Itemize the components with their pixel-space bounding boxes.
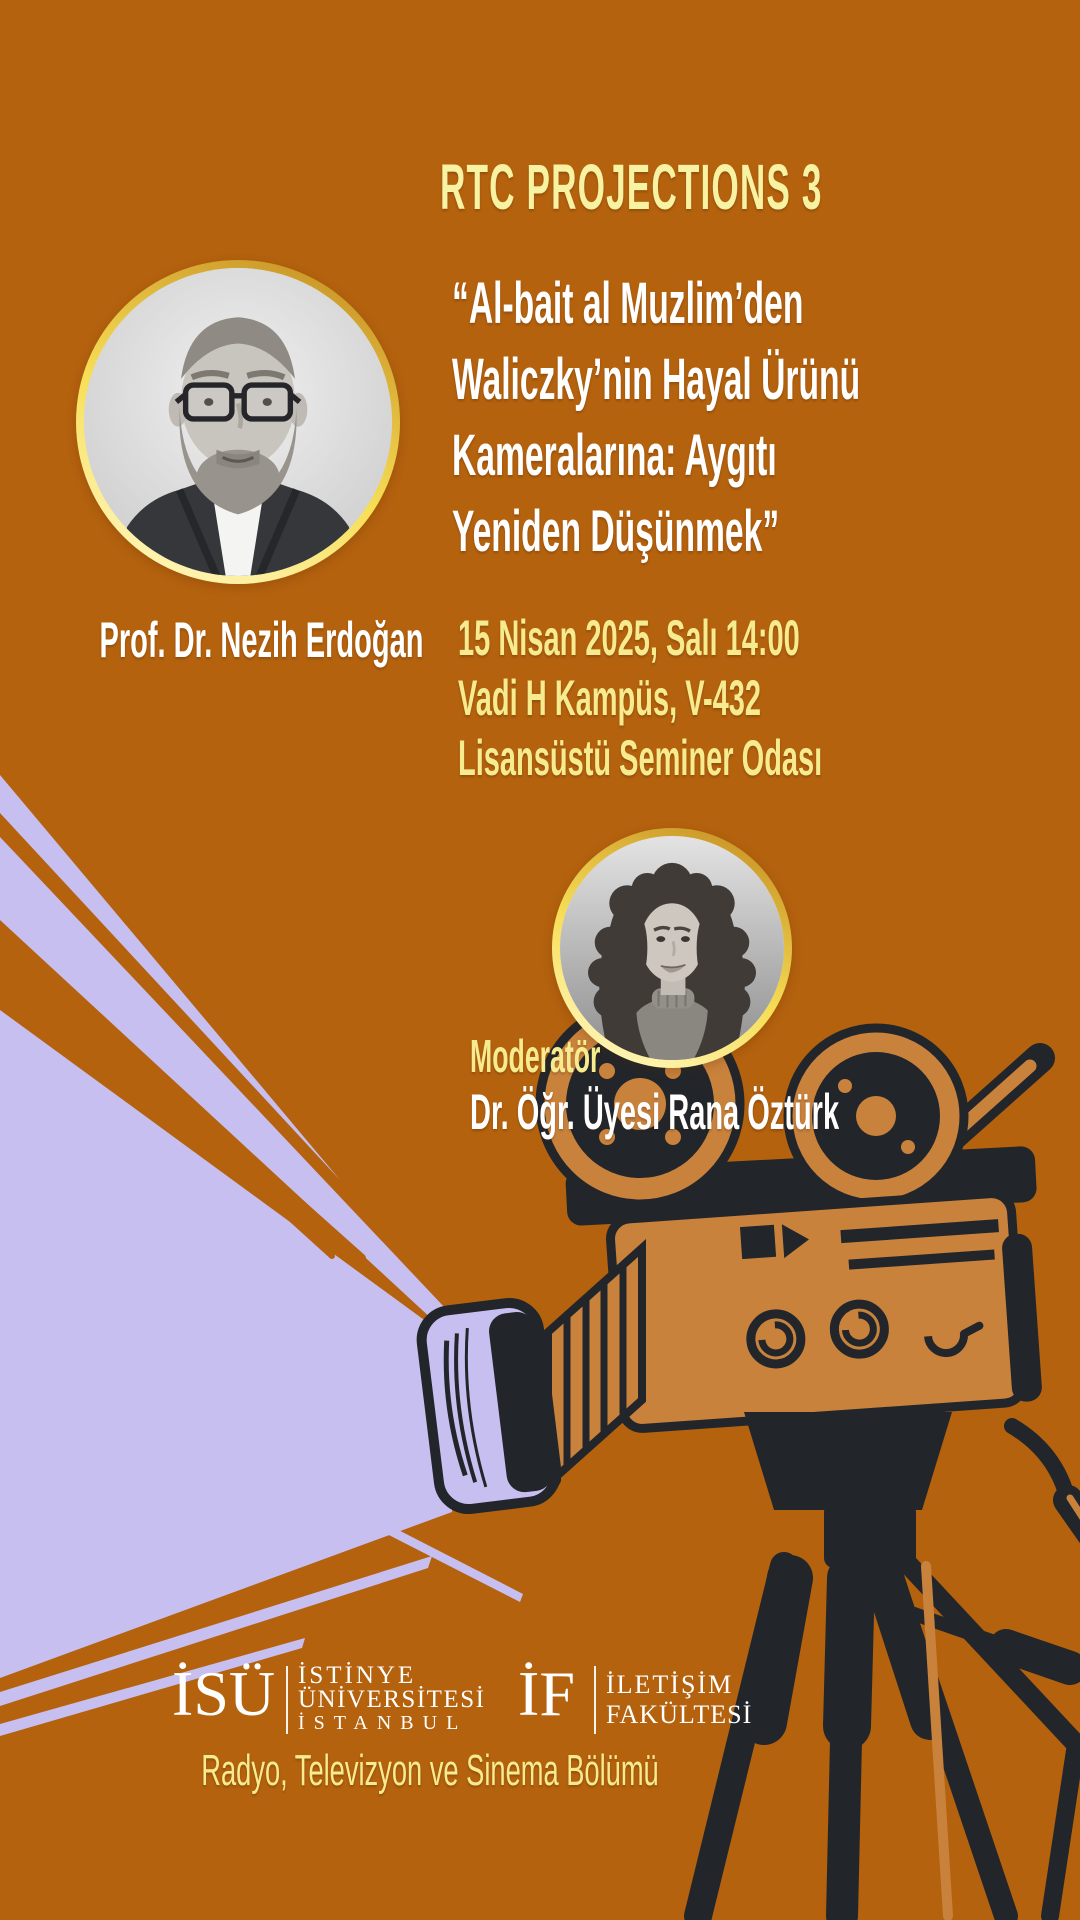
camera-lens xyxy=(418,1300,559,1513)
department-name: Radyo, Televizyon ve Sinema Bölümü xyxy=(201,1746,659,1795)
event-location: Vadi H Kampüs, V-432 xyxy=(458,670,762,726)
event-room: Lisansüstü Seminer Odası xyxy=(458,730,823,786)
if-logo-text xyxy=(606,1670,752,1730)
isu-name-line-3: İSTANBUL xyxy=(298,1712,468,1734)
talk-title-line-4: Yeniden Düşünmek” xyxy=(452,499,780,564)
isu-logo-divider xyxy=(286,1666,288,1734)
isu-logo xyxy=(172,1656,275,1732)
isu-name-line-1: İSTİNYE xyxy=(298,1662,417,1689)
if-abbr: İF xyxy=(518,1658,575,1729)
woman-portrait-illustration xyxy=(560,836,784,1060)
series-title: RTC PROJECTIONS 3 xyxy=(440,151,823,223)
speaker-name: Prof. Dr. Nezih Erdoğan xyxy=(99,612,424,668)
isu-logo-text xyxy=(298,1664,485,1735)
speaker-photo xyxy=(76,260,400,584)
event-datetime: 15 Nisan 2025, Salı 14:00 xyxy=(458,610,800,666)
if-name-line-1: İLETİŞİM xyxy=(606,1670,734,1699)
man-portrait-illustration xyxy=(84,268,392,576)
light-beam-shape xyxy=(0,775,523,1736)
event-info xyxy=(458,608,822,788)
isu-abbr: İSÜ xyxy=(172,1658,276,1729)
talk-title-line-1: “Al-bait al Muzlim’den xyxy=(452,271,804,336)
talk-title xyxy=(452,266,860,570)
isu-name-line-2: ÜNİVERSİTESİ xyxy=(298,1686,486,1713)
talk-title-line-2: Waliczky’nin Hayal Ürünü xyxy=(452,347,861,412)
moderator-name: Dr. Öğr. Üyesi Rana Öztürk xyxy=(470,1084,840,1140)
tripod xyxy=(698,1562,1076,1916)
moderator-label: Moderatör xyxy=(470,1030,601,1082)
if-logo xyxy=(518,1656,575,1732)
if-logo-divider xyxy=(594,1666,596,1734)
talk-title-line-3: Kameralarına: Aygıtı xyxy=(452,423,777,488)
if-name-line-2: FAKÜLTESİ xyxy=(606,1700,753,1729)
